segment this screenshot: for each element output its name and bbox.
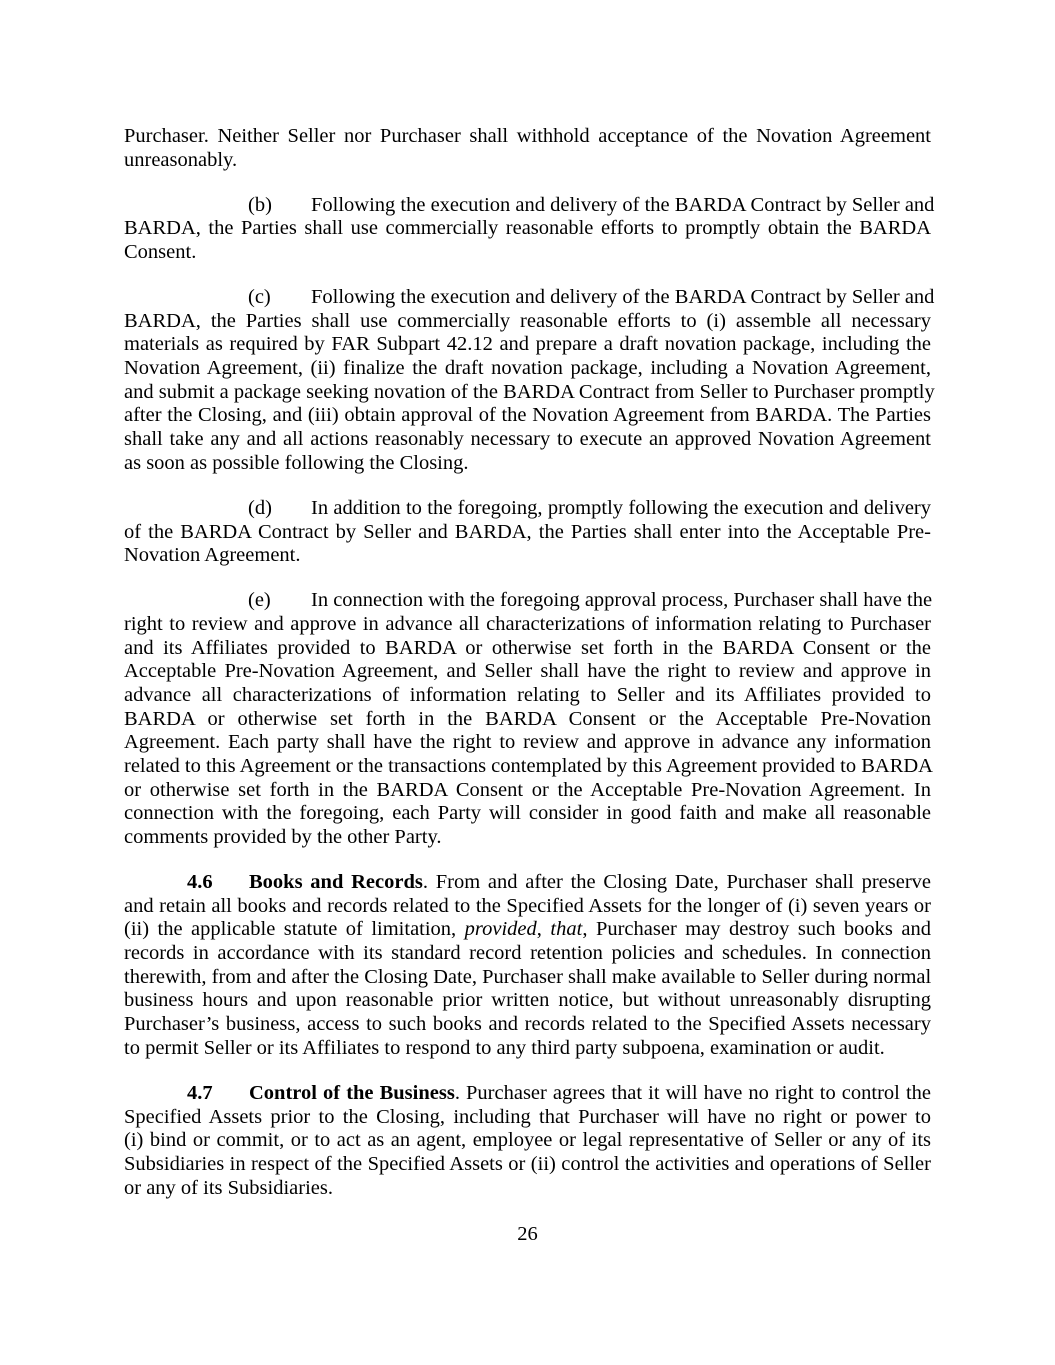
text-segment: Specified Assets prior to the Closing, including that Purchaser will have no right or power to	[124, 1105, 931, 1128]
paragraph-continuation	[124, 125, 931, 172]
section-number: 4.6	[187, 871, 213, 894]
text-segment: Purchaser’s business, access to such books and records related to the Specified Assets necessary	[124, 1013, 931, 1036]
text-line	[124, 241, 931, 265]
text-segment: to permit Seller or its Affiliates to respond to any third party subpoena, examination or audit.	[124, 1036, 885, 1059]
text-line	[124, 1153, 931, 1177]
text-line	[124, 826, 931, 850]
section-heading: Books and Records	[249, 871, 423, 894]
text-line	[124, 1082, 931, 1106]
text-line	[124, 731, 931, 755]
text-segment: unreasonably.	[124, 148, 238, 171]
text-line	[124, 286, 935, 310]
section-heading: Control of the Business	[249, 1081, 455, 1104]
text-line	[124, 1013, 931, 1037]
text-segment: shall take any and all actions reasonably necessary to execute an approved Novation Agreement	[124, 428, 931, 451]
text-segment: or any of its Subsidiaries.	[124, 1176, 333, 1199]
text-line	[124, 942, 931, 966]
text-segment: . Purchaser agrees that it will have no right to control the	[454, 1081, 931, 1104]
text-segment: BARDA, the Parties shall use commercially reasonable efforts to (i) assemble all necessary	[124, 309, 931, 332]
clause-label: (d)	[248, 496, 272, 519]
section-number: 4.7	[187, 1081, 213, 1104]
text-line	[124, 1106, 931, 1130]
text-segment: and its Affiliates provided to BARDA or otherwise set forth in the BARDA Consent or the	[124, 636, 931, 659]
text-line	[124, 217, 931, 241]
text-line	[124, 380, 935, 405]
clause-label: (c)	[248, 286, 271, 309]
text-segment: or otherwise set forth in the BARDA Consent or the Acceptable Pre-Novation Agreement. In	[124, 778, 931, 801]
text-segment: and retain all books and records related to the Specified Assets for the longer of (i) seven years or	[124, 894, 931, 917]
text-segment: related to this Agreement or the transactions contemplated by this Agreement provided to BARDA	[124, 755, 933, 777]
text-line	[124, 755, 931, 779]
text-segment: Novation Agreement.	[124, 544, 301, 567]
text-segment: Agreement. Each party shall have the right to review and approve in advance any information	[124, 731, 931, 754]
clause-label: (b)	[248, 193, 272, 216]
text-segment: as soon as possible following the Closing.	[124, 451, 469, 474]
italic-term: provided	[464, 918, 537, 941]
text-line	[124, 918, 931, 942]
text-line	[124, 404, 931, 428]
text-segment: (ii) the applicable statute of limitation,	[124, 918, 465, 941]
text-line	[124, 333, 931, 357]
text-line	[124, 428, 931, 452]
text-segment: business hours and upon reasonable prior written notice, but without unreasonably disrupting	[124, 989, 931, 1012]
text-line	[124, 1129, 931, 1153]
paragraph-clause-d	[124, 497, 931, 568]
text-segment: BARDA, the Parties shall use commercially reasonable efforts to promptly obtain the BARDA	[124, 217, 931, 240]
text-segment: therewith, from and after the Closing Date, Purchaser shall make available to Seller during normal	[124, 965, 932, 988]
text-line	[124, 802, 931, 826]
text-segment: comments provided by the other Party.	[124, 826, 442, 849]
text-line	[124, 544, 931, 568]
text-segment: after the Closing, and (iii) obtain approval of the Novation Agreement from BARDA. The Parties	[124, 404, 931, 427]
text-line	[124, 613, 931, 637]
text-segment: ,	[536, 918, 551, 941]
text-segment: Subsidiaries in respect of the Specified Assets or (ii) control the activities and operations of Seller	[124, 1152, 931, 1175]
text-segment: In connection with the foregoing approval process, Purchaser shall have the	[311, 589, 933, 612]
text-line	[124, 871, 931, 895]
text-line	[124, 1177, 931, 1201]
text-line	[124, 895, 931, 919]
text-segment: connection with the foregoing, each Party will consider in good faith and make all reasonable	[124, 802, 931, 825]
text-line	[124, 966, 931, 990]
text-line	[124, 521, 931, 545]
text-segment: records in accordance with its standard record retention policies and schedules. In connection	[124, 942, 931, 965]
text-line	[124, 497, 931, 521]
text-line	[124, 357, 931, 381]
document-body	[124, 125, 935, 1222]
text-line	[124, 310, 931, 334]
text-segment: . From and after the Closing Date, Purchaser shall preserve	[422, 871, 932, 894]
italic-term: that	[550, 918, 583, 941]
text-segment: of the BARDA Contract by Seller and BARDA, the Parties shall enter into the Acceptable Pre-	[124, 520, 931, 543]
text-line	[124, 1037, 931, 1061]
text-segment: materials as required by FAR Subpart 42.12 and prepare a draft novation package, including the	[124, 333, 931, 356]
text-line	[124, 149, 931, 173]
paragraph-clause-c	[124, 286, 935, 476]
text-segment: Acceptable Pre-Novation Agreement, and Seller shall have the right to review and approve in	[124, 660, 931, 683]
text-segment: Novation Agreement, (ii) finalize the draft novation package, including a Novation Agreement,	[124, 357, 931, 380]
paragraph-section-4-7	[124, 1082, 931, 1200]
text-segment: Purchaser. Neither Seller nor Purchaser shall withhold acceptance of the Novation Agreement	[124, 125, 931, 147]
text-segment: BARDA or otherwise set forth in the BARDA Consent or the Acceptable Pre-Novation	[124, 707, 931, 730]
text-line	[124, 589, 931, 613]
text-segment: and submit a package seeking novation of the BARDA Contract from Seller to Purchaser promptly	[124, 380, 935, 403]
text-line	[124, 660, 931, 684]
text-line	[124, 779, 931, 803]
paragraph-clause-b	[124, 193, 935, 265]
text-line	[124, 684, 931, 708]
clause-label: (e)	[248, 589, 271, 612]
text-segment: , Purchaser may destroy such books and	[582, 918, 931, 941]
text-segment: (i) bind or commit, or to act as an agent, employee or legal representative of Seller or any of its	[124, 1129, 931, 1152]
text-segment: In addition to the foregoing, promptly following the execution and delivery	[311, 496, 931, 519]
page-number: 26	[517, 1223, 538, 1245]
text-segment: Following the execution and delivery of the BARDA Contract by Seller and	[311, 193, 935, 216]
text-line	[124, 989, 931, 1013]
paragraph-clause-e	[124, 589, 931, 850]
text-line	[124, 452, 931, 476]
paragraph-section-4-6	[124, 871, 931, 1061]
text-segment: right to review and approve in advance all characterizations of information relating to Purchaser	[124, 612, 931, 635]
text-line	[124, 637, 931, 661]
text-segment: advance all characterizations of information relating to Seller and its Affiliates provided to	[124, 683, 931, 706]
text-line	[124, 193, 935, 218]
text-line	[124, 125, 931, 149]
text-segment: Consent.	[124, 241, 197, 264]
text-segment: Following the execution and delivery of the BARDA Contract by Seller and	[311, 286, 935, 309]
text-line	[124, 708, 931, 732]
